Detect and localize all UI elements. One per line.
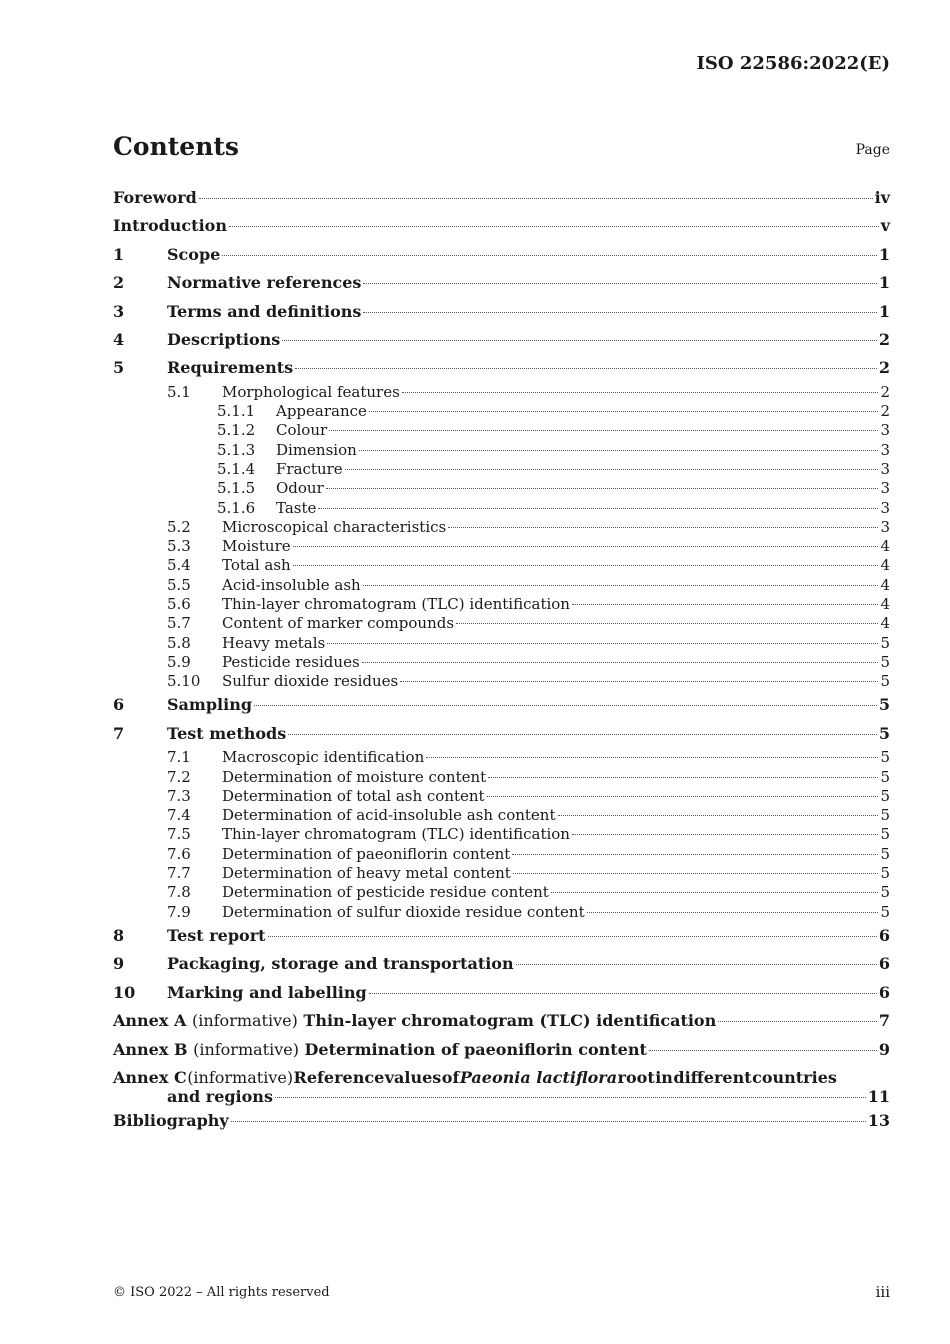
toc-entry-number: 8 xyxy=(113,925,125,945)
toc-entry-title xyxy=(113,1007,716,1035)
page-number: iii xyxy=(875,1283,890,1301)
toc-entry-title: Normative references xyxy=(167,273,362,293)
toc-entry-page: 5 xyxy=(878,723,890,743)
toc-entry-clause[interactable] xyxy=(113,950,890,978)
toc-entry-subclause[interactable] xyxy=(113,864,890,883)
toc-entry-page: 5 xyxy=(880,902,890,921)
toc-entry-foreword[interactable] xyxy=(113,184,890,212)
toc-entry-number: 7.5 xyxy=(167,825,191,844)
toc-entry-page: 1 xyxy=(878,301,890,321)
dot-leader xyxy=(345,469,879,470)
toc-entry-title: Bibliography xyxy=(113,1110,229,1130)
toc-entry-page: 6 xyxy=(878,982,890,1002)
toc-entry-page: iv xyxy=(874,188,890,207)
toc-entry-title: Terms and definitions xyxy=(167,301,362,321)
toc-entry-page: 5 xyxy=(880,825,890,844)
toc-entry-number: 5.1.1 xyxy=(217,402,256,421)
toc-entry-page: 4 xyxy=(880,614,890,633)
toc-entry-clause[interactable] xyxy=(113,298,890,326)
annex-type: (informative) xyxy=(193,1039,299,1059)
toc-entry-page: 3 xyxy=(880,421,890,440)
toc-entry-subclause[interactable] xyxy=(113,653,890,672)
toc-entry-annex-a[interactable] xyxy=(113,1007,890,1035)
toc-entry-subclause[interactable] xyxy=(113,556,890,575)
toc-entry-number: 9 xyxy=(113,954,125,974)
toc-entry-title: Dimension xyxy=(276,440,357,459)
toc-entry-number: 7.3 xyxy=(167,786,191,805)
toc-entry-title: Thin-layer chromatogram (TLC) identification xyxy=(222,825,570,844)
toc-entry-annex-c[interactable] xyxy=(113,1064,890,1107)
dot-leader xyxy=(318,508,878,509)
annex-title-word: values xyxy=(384,1067,442,1087)
toc-entry-page: 5 xyxy=(880,672,890,691)
annex-label: Annex A xyxy=(113,1011,187,1031)
toc-entry-title: Test methods xyxy=(167,723,287,743)
toc-entry-page: 5 xyxy=(880,748,890,767)
dot-leader xyxy=(199,198,873,199)
toc-entry-page: 5 xyxy=(878,695,890,715)
dot-leader xyxy=(222,255,877,256)
toc-entry-subclause[interactable] xyxy=(113,614,890,633)
toc-entry-subsubclause[interactable] xyxy=(113,460,890,479)
toc-entry-title: Determination of sulfur dioxide residue content xyxy=(222,902,585,921)
toc-entry-page: 1 xyxy=(878,244,890,264)
toc-entry-page: 5 xyxy=(880,786,890,805)
toc-entry-title: Content of marker compounds xyxy=(222,614,455,633)
annex-title-word: of xyxy=(441,1067,460,1087)
annex-title-word: different xyxy=(673,1067,752,1087)
toc-entry-subsubclause[interactable] xyxy=(113,402,890,421)
toc-entry-subclause[interactable] xyxy=(113,787,890,806)
dot-leader xyxy=(268,936,877,937)
dot-leader xyxy=(513,873,879,874)
dot-leader xyxy=(369,411,879,412)
annex-type: (informative) xyxy=(191,1011,298,1031)
toc-entry-page: 5 xyxy=(880,652,890,671)
toc-entry-subclause[interactable] xyxy=(113,383,890,402)
toc-entry-subclause[interactable] xyxy=(113,768,890,787)
toc-entry-number: 5.1.3 xyxy=(217,440,256,459)
toc-entry-title: Thin-layer chromatogram (TLC) identification xyxy=(222,595,570,613)
annex-title-continuation: and regions xyxy=(167,1087,273,1107)
toc-entry-page: 2 xyxy=(878,358,890,378)
annex-title-word: countries xyxy=(752,1067,837,1087)
toc-entry-page: 3 xyxy=(880,479,890,498)
dot-leader xyxy=(363,283,876,284)
toc-entry-subsubclause[interactable] xyxy=(113,499,890,518)
dot-leader xyxy=(282,340,877,341)
toc-entry-introduction[interactable] xyxy=(113,212,890,240)
annex-title-word: root xyxy=(617,1067,655,1087)
toc-entry-subclause[interactable] xyxy=(113,518,890,537)
toc-entry-number: 5 xyxy=(113,358,125,378)
dot-leader xyxy=(488,777,878,778)
toc-entry-page: 6 xyxy=(878,925,890,945)
dot-leader xyxy=(326,488,879,489)
dot-leader xyxy=(572,604,878,605)
toc-entry-title: Marking and labelling xyxy=(167,982,367,1002)
dot-leader xyxy=(512,854,878,855)
annex-title: Determination of paeoniflorin content xyxy=(304,1039,647,1059)
dot-leader xyxy=(359,450,879,451)
page-column-label: Page xyxy=(855,142,890,158)
annex-type: (informative) xyxy=(187,1067,294,1087)
dot-leader xyxy=(254,705,877,706)
dot-leader xyxy=(551,892,879,893)
toc-entry-subclause[interactable] xyxy=(113,845,890,864)
annex-species-name: Paeonia lactiflora xyxy=(459,1067,618,1087)
annex-label: Annex B xyxy=(113,1039,188,1059)
toc-entry-page: 11 xyxy=(867,1087,890,1107)
dot-leader xyxy=(558,815,879,816)
toc-entry-number: 7.2 xyxy=(167,767,191,786)
toc-entry-title: Foreword xyxy=(113,188,197,207)
toc-entry-bibliography[interactable] xyxy=(113,1107,890,1135)
toc-entry-page: 7 xyxy=(878,1011,890,1031)
toc-entry-subclause[interactable] xyxy=(113,748,890,767)
dot-leader xyxy=(456,623,878,624)
toc-entry-number: 7 xyxy=(113,723,125,743)
toc-entry-number: 5.6 xyxy=(167,595,191,613)
toc-entry-page: 3 xyxy=(880,498,890,517)
toc-entry-page: 5 xyxy=(880,633,890,652)
dot-leader xyxy=(329,430,878,431)
table-of-contents xyxy=(113,184,890,1135)
toc-entry-number: 7.6 xyxy=(167,844,191,863)
dot-leader xyxy=(369,993,877,994)
toc-entry-page: 5 xyxy=(880,806,890,825)
toc-entry-number: 5.5 xyxy=(167,575,191,594)
dot-leader xyxy=(448,527,878,528)
dot-leader xyxy=(362,662,879,663)
toc-entry-title: Macroscopic identification xyxy=(222,748,425,767)
annex-c-first-line xyxy=(113,1068,837,1088)
toc-entry-title: Moisture xyxy=(222,537,291,556)
toc-entry-number: 5.1.2 xyxy=(217,421,256,440)
toc-entry-clause[interactable] xyxy=(113,979,890,1007)
toc-entry-clause[interactable] xyxy=(113,241,890,269)
contents-title: Contents xyxy=(113,132,240,161)
toc-entry-number: 5.1.4 xyxy=(217,459,256,478)
dot-leader xyxy=(229,226,879,227)
toc-entry-title: Appearance xyxy=(276,402,367,421)
dot-leader xyxy=(718,1021,877,1022)
toc-entry-number: 4 xyxy=(113,329,125,349)
toc-entry-title: Total ash xyxy=(222,556,291,575)
toc-entry-subclause[interactable] xyxy=(113,883,890,902)
toc-entry-title: Determination of moisture content xyxy=(222,767,487,786)
toc-entry-number: 1 xyxy=(113,244,125,264)
toc-entry-subclause[interactable] xyxy=(113,806,890,825)
annex-title-word: in xyxy=(655,1067,673,1087)
toc-entry-title: Sulfur dioxide residues xyxy=(222,672,399,691)
toc-entry-page: 4 xyxy=(880,556,890,575)
toc-entry-subsubclause[interactable] xyxy=(113,441,890,460)
toc-entry-page: 3 xyxy=(880,440,890,459)
toc-entry-page: 3 xyxy=(880,517,890,536)
toc-entry-subclause[interactable] xyxy=(113,672,890,691)
toc-entry-number: 7.1 xyxy=(167,748,191,767)
dot-leader xyxy=(426,757,878,758)
toc-entry-number: 2 xyxy=(113,273,125,293)
toc-entry-clause[interactable] xyxy=(113,354,890,382)
toc-entry-title: Heavy metals xyxy=(222,633,326,652)
toc-entry-title: Microscopical characteristics xyxy=(222,517,447,536)
dot-leader xyxy=(572,834,878,835)
toc-entry-subclause[interactable] xyxy=(113,825,890,844)
toc-entry-number: 3 xyxy=(113,301,125,321)
dot-leader xyxy=(516,964,877,965)
toc-entry-page: 6 xyxy=(878,954,890,974)
toc-entry-title: Pesticide residues xyxy=(222,652,360,671)
toc-entry-number: 6 xyxy=(113,695,125,715)
toc-entry-number: 7.7 xyxy=(167,864,191,883)
toc-entry-page: 13 xyxy=(867,1110,890,1130)
toc-entry-title: Scope xyxy=(167,244,221,264)
toc-entry-number: 7.8 xyxy=(167,883,191,902)
toc-entry-page: 2 xyxy=(880,402,890,421)
toc-entry-title xyxy=(113,1036,647,1064)
dot-leader xyxy=(295,368,877,369)
dot-leader xyxy=(649,1050,877,1051)
toc-entry-title: Test report xyxy=(167,925,266,945)
toc-entry-title: Fracture xyxy=(276,459,343,478)
dot-leader xyxy=(293,546,879,547)
annex-c-second-line xyxy=(113,1087,890,1107)
toc-entry-number: 5.4 xyxy=(167,556,191,575)
toc-entry-title: Taste xyxy=(276,498,317,517)
toc-entry-title: Morphological features xyxy=(222,382,400,401)
dot-leader xyxy=(327,643,878,644)
annex-label: Annex C xyxy=(113,1067,187,1087)
toc-entry-title: Colour xyxy=(276,421,328,440)
toc-entry-title: Determination of acid-insoluble ash content xyxy=(222,806,556,825)
toc-entry-title: Sampling xyxy=(167,695,253,715)
toc-entry-number: 5.1.6 xyxy=(217,498,256,517)
toc-entry-clause[interactable] xyxy=(113,922,890,950)
dot-leader xyxy=(402,392,879,393)
toc-entry-number: 7.9 xyxy=(167,902,191,921)
toc-entry-title: Determination of pesticide residue content xyxy=(222,883,549,902)
toc-entry-title: Determination of heavy metal content xyxy=(222,864,511,883)
toc-entry-page: 9 xyxy=(878,1039,890,1059)
toc-entry-number: 10 xyxy=(113,982,136,1002)
toc-entry-page: 3 xyxy=(880,459,890,478)
toc-entry-number: 5.7 xyxy=(167,614,191,633)
toc-entry-page: 1 xyxy=(878,273,890,293)
toc-entry-title: Determination of paeoniflorin content xyxy=(222,844,511,863)
toc-entry-subclause[interactable] xyxy=(113,903,890,922)
toc-entry-number: 5.3 xyxy=(167,537,191,556)
toc-entry-subsubclause[interactable] xyxy=(113,421,890,440)
annex-title-word: Reference xyxy=(293,1067,385,1087)
document-id: ISO 22586:2022(E) xyxy=(696,53,890,74)
toc-entry-number: 5.10 xyxy=(167,672,201,691)
dot-leader xyxy=(400,681,878,682)
toc-entry-clause[interactable] xyxy=(113,691,890,719)
toc-entry-title: Introduction xyxy=(113,216,227,236)
copyright-notice: © ISO 2022 – All rights reserved xyxy=(113,1285,330,1300)
toc-entry-title: Acid-insoluble ash xyxy=(222,575,361,594)
dot-leader xyxy=(293,565,879,566)
toc-entry-page: 4 xyxy=(880,537,890,556)
toc-entry-page: 2 xyxy=(880,382,890,401)
toc-entry-page: 5 xyxy=(880,883,890,902)
toc-entry-subsubclause[interactable] xyxy=(113,479,890,498)
dot-leader xyxy=(487,796,879,797)
toc-entry-subclause[interactable] xyxy=(113,634,890,653)
toc-entry-title: Determination of total ash content xyxy=(222,786,485,805)
dot-leader xyxy=(587,912,879,913)
toc-entry-page: 4 xyxy=(880,575,890,594)
annex-title: Thin-layer chromatogram (TLC) identification xyxy=(303,1011,717,1031)
dot-leader xyxy=(231,1121,866,1122)
dot-leader xyxy=(275,1097,866,1098)
toc-entry-page: v xyxy=(880,216,890,236)
toc-entry-title: Descriptions xyxy=(167,329,281,349)
toc-entry-number: 7.4 xyxy=(167,806,191,825)
toc-entry-subclause[interactable] xyxy=(113,576,890,595)
toc-entry-page: 5 xyxy=(880,864,890,883)
toc-entry-page: 2 xyxy=(878,329,890,349)
toc-entry-title: Packaging, storage and transportation xyxy=(167,954,514,974)
toc-entry-subclause[interactable] xyxy=(113,537,890,556)
dot-leader xyxy=(288,734,877,735)
toc-entry-clause[interactable] xyxy=(113,720,890,748)
toc-entry-title: Odour xyxy=(276,479,324,498)
toc-entry-page: 4 xyxy=(880,595,890,613)
dot-leader xyxy=(363,585,879,586)
toc-entry-clause[interactable] xyxy=(113,326,890,354)
toc-entry-number: 5.8 xyxy=(167,633,191,652)
toc-entry-number: 5.1.5 xyxy=(217,479,256,498)
dot-leader xyxy=(363,312,876,313)
toc-entry-annex-b[interactable] xyxy=(113,1036,890,1064)
toc-entry-title: Requirements xyxy=(167,358,294,378)
toc-entry-number: 5.1 xyxy=(167,382,191,401)
toc-entry-number: 5.9 xyxy=(167,652,191,671)
toc-entry-page: 5 xyxy=(880,844,890,863)
toc-entry-clause[interactable] xyxy=(113,269,890,297)
toc-entry-page: 5 xyxy=(880,767,890,786)
toc-entry-subclause[interactable] xyxy=(113,595,890,614)
toc-entry-number: 5.2 xyxy=(167,517,191,536)
